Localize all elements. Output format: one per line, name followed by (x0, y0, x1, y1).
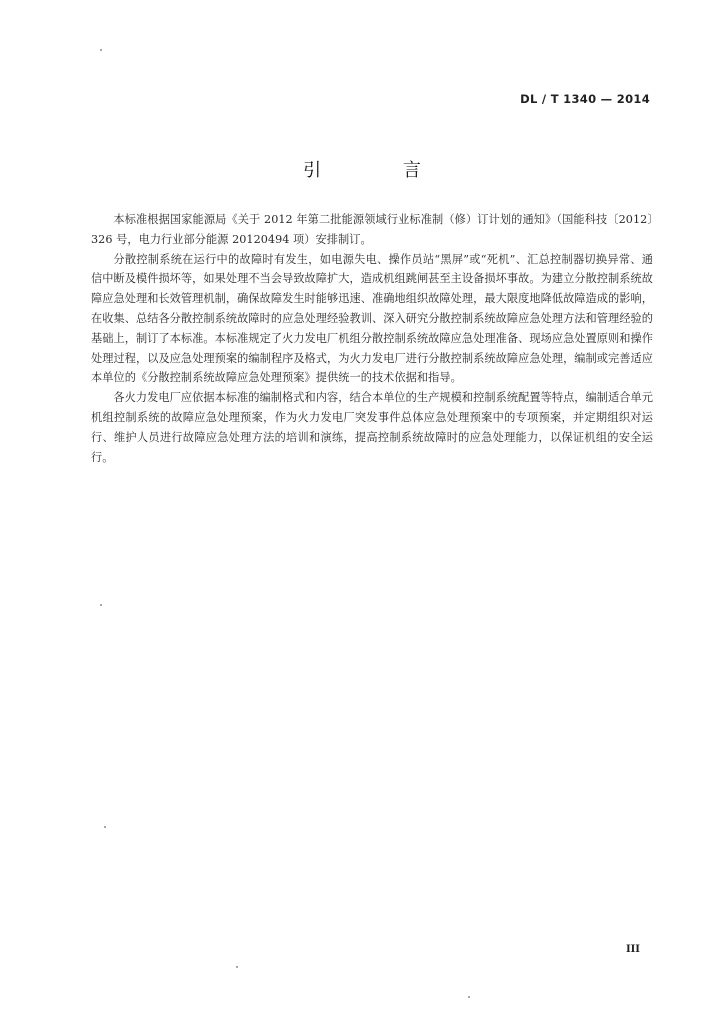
scan-speck (100, 604, 102, 606)
page-number: III (625, 944, 640, 955)
scan-speck (236, 966, 238, 968)
paragraph-1: 本标准根据国家能源局《关于 2012 年第二批能源领域行业标准制（修）订计划的通知》（国能科技〔2012〕326 号，电力行业部分能源 20120494 项）安排制订。 (91, 213, 653, 246)
scan-speck (104, 826, 106, 828)
scan-speck (100, 49, 102, 51)
body-text (91, 210, 653, 467)
paragraph-3: 各火力发电厂应依据本标准的编制格式和内容，结合本单位的生产规模和控制系统配置等特点，编制适合单元机组控制系统的故障应急处理预案，作为火力发电厂突发事件总体应急处理预案中的专项预案，并定期组织对运行、维护人员进行故障应急处理方法的培训和演练，提高控制系统故障时的应急处理能力，以保证机组的安全运行。 (91, 391, 653, 464)
standard-code: DL / T 1340 — 2014 (520, 92, 650, 106)
paragraph-2: 分散控制系统在运行中的故障时有发生，如电源失电、操作员站“黑屏”或“死机”、汇总控制器切换异常、通信中断及模件损坏等，如果处理不当会导致故障扩大，造成机组跳闸甚至主设备损坏事故。为建立分散控制系统故障应急处理和长效管理机制，确保故障发生时能够迅速、准确地组织故障处理，最大限度地降低故障造成的影响，在收集、总结各分散控制系统故障时的应急处理经验教训、深入研究分散控制系统故障应急处理方法和管理经验的基础上，制订了本标准。本标准规定了火力发电厂机组分散控制系统故障应急处理准备、现场应急处置原则和操作处理过程，以及应急处理预案的编制程序及格式，为火力发电厂进行分散控制系统故障应急处理，编制或完善适应本单位的《分散控制系统故障应急处理预案》提供统一的技术依据和指导。 (91, 252, 653, 385)
scan-speck (468, 996, 470, 998)
page-title: 引 言 (303, 160, 459, 181)
